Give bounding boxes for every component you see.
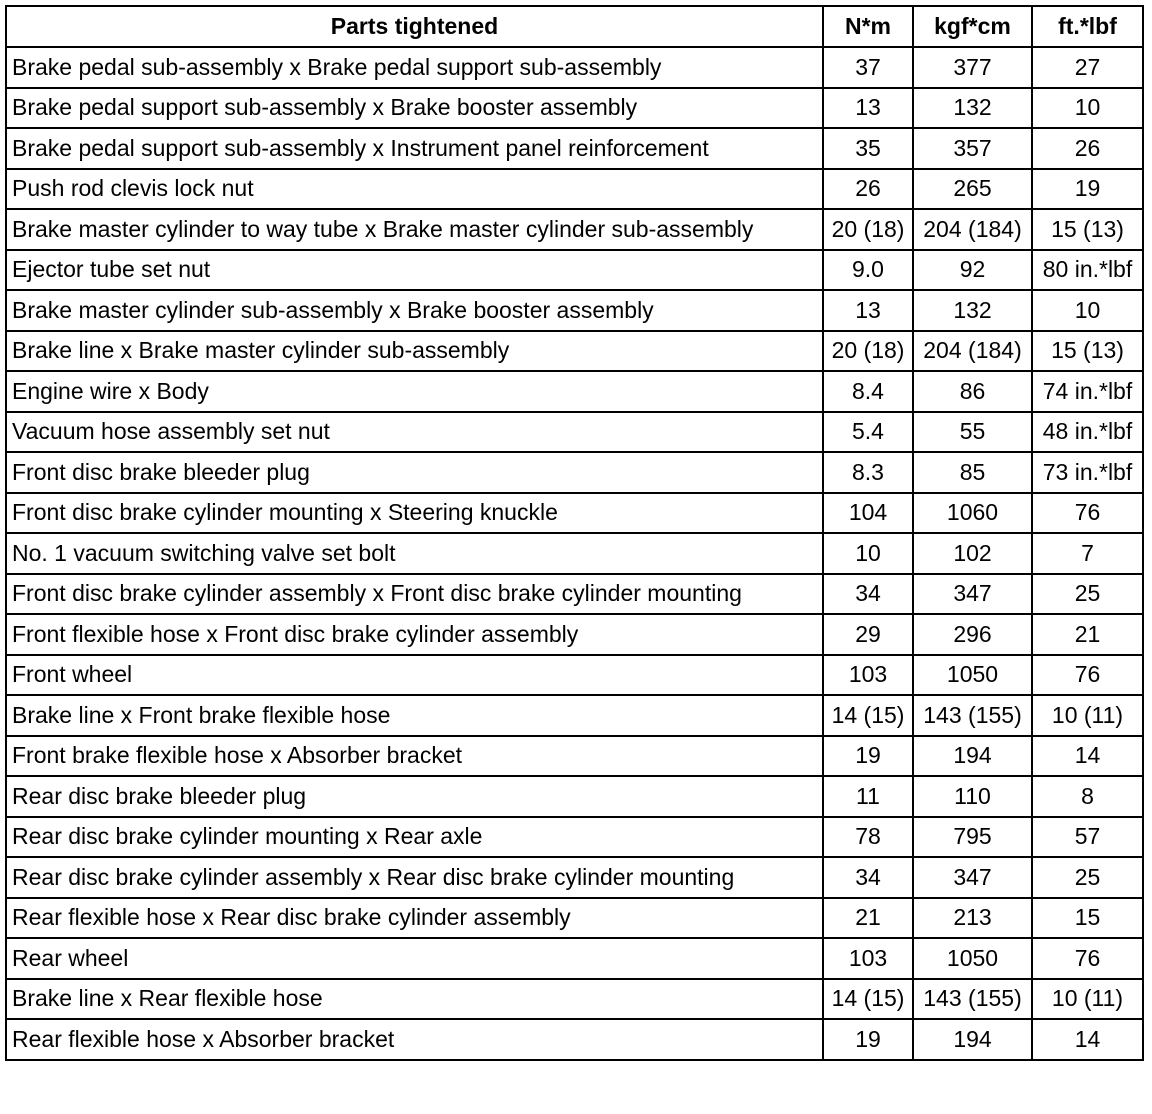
newton-meter-cell: 14 (15) xyxy=(823,695,913,736)
part-name-cell: No. 1 vacuum switching valve set bolt xyxy=(6,533,823,574)
kgf-cm-cell: 86 xyxy=(913,371,1032,412)
ft-lbf-cell: 74 in.*lbf xyxy=(1032,371,1143,412)
part-name-cell: Vacuum hose assembly set nut xyxy=(6,412,823,453)
part-name-cell: Ejector tube set nut xyxy=(6,250,823,291)
part-name-cell: Rear disc brake cylinder assembly x Rear disc brake cylinder mounting xyxy=(6,857,823,898)
ft-lbf-cell: 26 xyxy=(1032,128,1143,169)
kgf-cm-cell: 132 xyxy=(913,88,1032,129)
ft-lbf-cell: 10 (11) xyxy=(1032,979,1143,1020)
kgf-cm-cell: 377 xyxy=(913,47,1032,88)
kgf-cm-cell: 132 xyxy=(913,290,1032,331)
part-name-cell: Rear flexible hose x Rear disc brake cylinder assembly xyxy=(6,898,823,939)
newton-meter-cell: 14 (15) xyxy=(823,979,913,1020)
newton-meter-cell: 34 xyxy=(823,857,913,898)
table-row xyxy=(6,736,1143,777)
part-name-cell: Front flexible hose x Front disc brake cylinder assembly xyxy=(6,614,823,655)
part-name-cell: Rear flexible hose x Absorber bracket xyxy=(6,1019,823,1060)
newton-meter-cell: 21 xyxy=(823,898,913,939)
part-name-cell: Brake line x Brake master cylinder sub-assembly xyxy=(6,331,823,372)
part-name-cell: Rear wheel xyxy=(6,938,823,979)
newton-meter-cell: 9.0 xyxy=(823,250,913,291)
part-name-cell: Front wheel xyxy=(6,655,823,696)
kgf-cm-cell: 1050 xyxy=(913,938,1032,979)
ft-lbf-cell: 8 xyxy=(1032,776,1143,817)
table-row xyxy=(6,979,1143,1020)
newton-meter-cell: 8.4 xyxy=(823,371,913,412)
kgf-cm-cell: 1050 xyxy=(913,655,1032,696)
ft-lbf-cell: 10 xyxy=(1032,290,1143,331)
newton-meter-cell: 11 xyxy=(823,776,913,817)
kgf-cm-cell: 55 xyxy=(913,412,1032,453)
table-body xyxy=(6,47,1143,1060)
part-name-cell: Engine wire x Body xyxy=(6,371,823,412)
kgf-cm-cell: 143 (155) xyxy=(913,979,1032,1020)
kgf-cm-cell: 347 xyxy=(913,574,1032,615)
table-row xyxy=(6,614,1143,655)
header-newton-meter: N*m xyxy=(823,6,913,47)
ft-lbf-cell: 25 xyxy=(1032,574,1143,615)
table-header xyxy=(6,6,1143,47)
header-row xyxy=(6,6,1143,47)
table-row xyxy=(6,695,1143,736)
kgf-cm-cell: 194 xyxy=(913,736,1032,777)
table-row xyxy=(6,128,1143,169)
table-row xyxy=(6,452,1143,493)
kgf-cm-cell: 213 xyxy=(913,898,1032,939)
ft-lbf-cell: 14 xyxy=(1032,1019,1143,1060)
table-row xyxy=(6,371,1143,412)
kgf-cm-cell: 194 xyxy=(913,1019,1032,1060)
torque-specification-table xyxy=(5,5,1144,1061)
part-name-cell: Front disc brake cylinder mounting x Steering knuckle xyxy=(6,493,823,534)
table-row xyxy=(6,898,1143,939)
newton-meter-cell: 13 xyxy=(823,290,913,331)
ft-lbf-cell: 25 xyxy=(1032,857,1143,898)
table-row xyxy=(6,776,1143,817)
table-row xyxy=(6,655,1143,696)
newton-meter-cell: 20 (18) xyxy=(823,331,913,372)
kgf-cm-cell: 102 xyxy=(913,533,1032,574)
newton-meter-cell: 29 xyxy=(823,614,913,655)
part-name-cell: Front disc brake bleeder plug xyxy=(6,452,823,493)
newton-meter-cell: 37 xyxy=(823,47,913,88)
ft-lbf-cell: 10 xyxy=(1032,88,1143,129)
part-name-cell: Brake master cylinder sub-assembly x Brake booster assembly xyxy=(6,290,823,331)
kgf-cm-cell: 110 xyxy=(913,776,1032,817)
part-name-cell: Brake pedal sub-assembly x Brake pedal support sub-assembly xyxy=(6,47,823,88)
table-row xyxy=(6,574,1143,615)
part-name-cell: Front disc brake cylinder assembly x Front disc brake cylinder mounting xyxy=(6,574,823,615)
newton-meter-cell: 13 xyxy=(823,88,913,129)
part-name-cell: Brake pedal support sub-assembly x Brake booster assembly xyxy=(6,88,823,129)
kgf-cm-cell: 92 xyxy=(913,250,1032,291)
header-kgf-cm: kgf*cm xyxy=(913,6,1032,47)
table-row xyxy=(6,290,1143,331)
table-row xyxy=(6,47,1143,88)
newton-meter-cell: 20 (18) xyxy=(823,209,913,250)
ft-lbf-cell: 15 (13) xyxy=(1032,209,1143,250)
ft-lbf-cell: 80 in.*lbf xyxy=(1032,250,1143,291)
newton-meter-cell: 19 xyxy=(823,736,913,777)
part-name-cell: Brake pedal support sub-assembly x Instrument panel reinforcement xyxy=(6,128,823,169)
newton-meter-cell: 10 xyxy=(823,533,913,574)
newton-meter-cell: 78 xyxy=(823,817,913,858)
newton-meter-cell: 35 xyxy=(823,128,913,169)
newton-meter-cell: 26 xyxy=(823,169,913,210)
part-name-cell: Rear disc brake cylinder mounting x Rear axle xyxy=(6,817,823,858)
table-row xyxy=(6,1019,1143,1060)
newton-meter-cell: 8.3 xyxy=(823,452,913,493)
newton-meter-cell: 103 xyxy=(823,655,913,696)
newton-meter-cell: 34 xyxy=(823,574,913,615)
kgf-cm-cell: 204 (184) xyxy=(913,331,1032,372)
kgf-cm-cell: 347 xyxy=(913,857,1032,898)
newton-meter-cell: 19 xyxy=(823,1019,913,1060)
ft-lbf-cell: 76 xyxy=(1032,938,1143,979)
kgf-cm-cell: 795 xyxy=(913,817,1032,858)
kgf-cm-cell: 204 (184) xyxy=(913,209,1032,250)
newton-meter-cell: 103 xyxy=(823,938,913,979)
ft-lbf-cell: 27 xyxy=(1032,47,1143,88)
part-name-cell: Push rod clevis lock nut xyxy=(6,169,823,210)
header-parts-tightened: Parts tightened xyxy=(6,6,823,47)
ft-lbf-cell: 48 in.*lbf xyxy=(1032,412,1143,453)
ft-lbf-cell: 21 xyxy=(1032,614,1143,655)
newton-meter-cell: 5.4 xyxy=(823,412,913,453)
table-row xyxy=(6,209,1143,250)
part-name-cell: Rear disc brake bleeder plug xyxy=(6,776,823,817)
ft-lbf-cell: 14 xyxy=(1032,736,1143,777)
newton-meter-cell: 104 xyxy=(823,493,913,534)
kgf-cm-cell: 265 xyxy=(913,169,1032,210)
ft-lbf-cell: 19 xyxy=(1032,169,1143,210)
ft-lbf-cell: 10 (11) xyxy=(1032,695,1143,736)
table-row xyxy=(6,493,1143,534)
ft-lbf-cell: 73 in.*lbf xyxy=(1032,452,1143,493)
ft-lbf-cell: 76 xyxy=(1032,493,1143,534)
ft-lbf-cell: 15 (13) xyxy=(1032,331,1143,372)
ft-lbf-cell: 7 xyxy=(1032,533,1143,574)
part-name-cell: Brake line x Front brake flexible hose xyxy=(6,695,823,736)
ft-lbf-cell: 57 xyxy=(1032,817,1143,858)
part-name-cell: Brake line x Rear flexible hose xyxy=(6,979,823,1020)
kgf-cm-cell: 85 xyxy=(913,452,1032,493)
kgf-cm-cell: 357 xyxy=(913,128,1032,169)
table-row xyxy=(6,88,1143,129)
table-row xyxy=(6,533,1143,574)
kgf-cm-cell: 143 (155) xyxy=(913,695,1032,736)
kgf-cm-cell: 1060 xyxy=(913,493,1032,534)
part-name-cell: Front brake flexible hose x Absorber bracket xyxy=(6,736,823,777)
kgf-cm-cell: 296 xyxy=(913,614,1032,655)
table-row xyxy=(6,331,1143,372)
ft-lbf-cell: 15 xyxy=(1032,898,1143,939)
header-ft-lbf: ft.*lbf xyxy=(1032,6,1143,47)
table-row xyxy=(6,857,1143,898)
table-row xyxy=(6,817,1143,858)
table-row xyxy=(6,938,1143,979)
table-row xyxy=(6,169,1143,210)
table-row xyxy=(6,250,1143,291)
part-name-cell: Brake master cylinder to way tube x Brake master cylinder sub-assembly xyxy=(6,209,823,250)
table-row xyxy=(6,412,1143,453)
ft-lbf-cell: 76 xyxy=(1032,655,1143,696)
